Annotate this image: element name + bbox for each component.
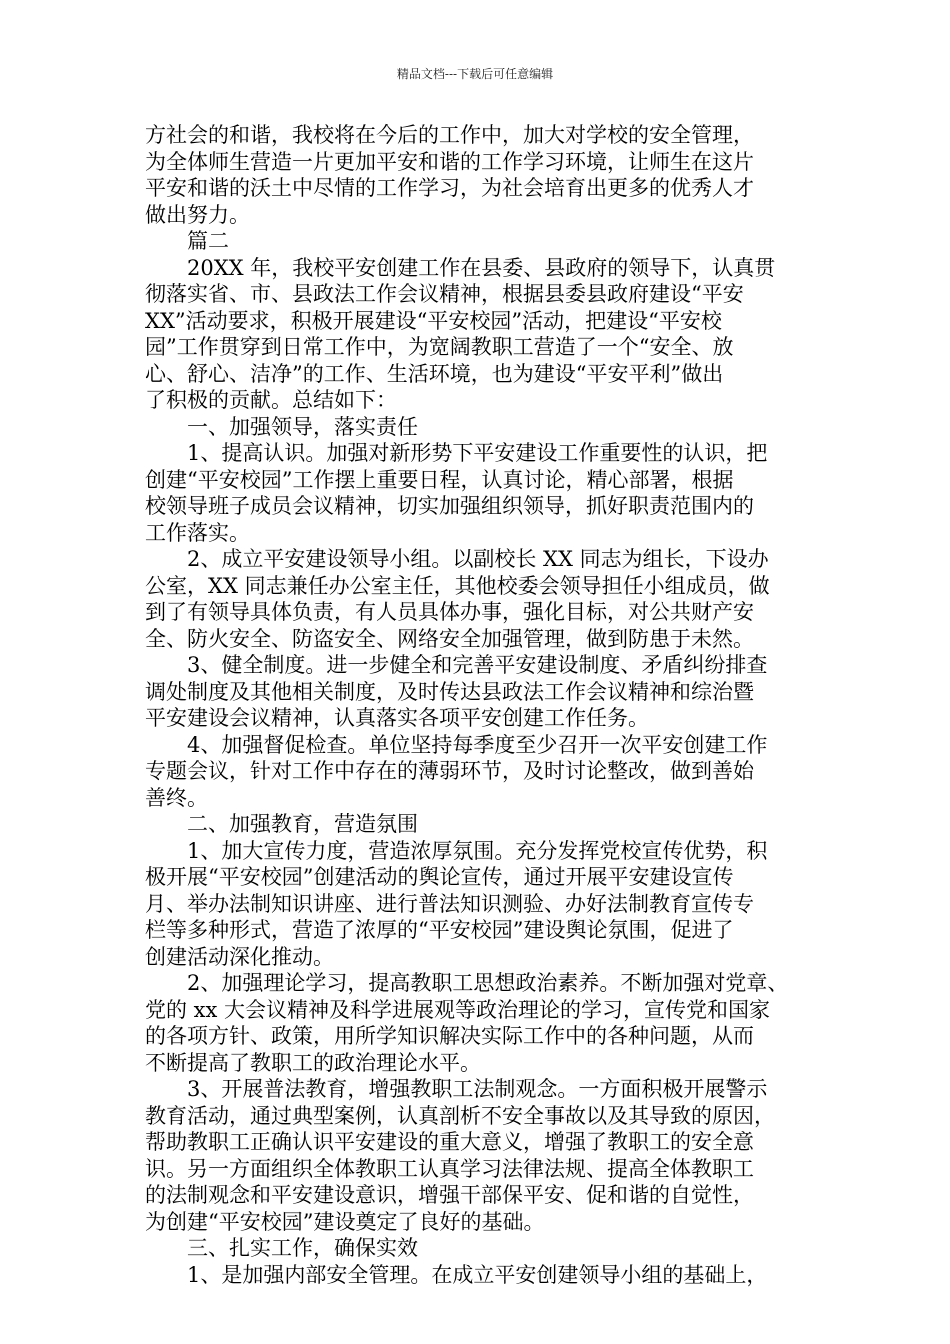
text-line: 为创建“平安校园”建设奠定了良好的基础。	[145, 1209, 545, 1234]
text-line: 1、加大宣传力度，营造浓厚氛围。充分发挥党校宣传优势，积	[187, 838, 768, 863]
text-line: 园”工作贯穿到日常工作中，为宽阔教职工营造了一个“安全、放	[145, 335, 734, 359]
text-line: 20XX 年，我校平安创建工作在县委、县政府的领导下，认真贯	[187, 255, 776, 280]
text-line: 平安和谐的沃土中尽情的工作学习，为社会培育出更多的优秀人才	[145, 176, 754, 200]
text-line: 党的 xx 大会议精神及科学进展观等政治理论的学习，宣传党和国家	[145, 997, 771, 1022]
text-line: 的各项方针、政策，用所学知识解决实际工作中的各种问题，从而	[145, 1024, 754, 1048]
text-line: 创建活动深化推动。	[145, 944, 334, 969]
text-line: 调处制度及其他相关制度，及时传达县政法工作会议精神和综治暨	[145, 679, 754, 704]
text-line: 1、是加强内部安全管理。在成立平安创建领导小组的基础上，	[187, 1262, 768, 1287]
document-body	[145, 122, 810, 1288]
text-line: 4、加强督促检查。单位坚持每季度至少召开一次平安创建工作	[187, 732, 768, 757]
text-line: 了积极的贡献。总结如下：	[145, 388, 397, 412]
text-line: 做出努力。	[145, 202, 250, 227]
text-line: 公室，XX 同志兼任办公室主任，其他校委会领导担任小组成员，做	[145, 573, 770, 598]
text-line: 月、举办法制知识讲座、进行普法知识测验、办好法制教育宣传专	[145, 891, 754, 916]
text-line: 为全体师生营造一片更加平安和谐的工作学习环境，让师生在这片	[145, 149, 754, 174]
text-line: 彻落实省、市、县政法工作会议精神，根据县委县政府建设“平安	[145, 282, 744, 306]
text-line: 帮助教职工正确认识平安建设的重大意义，增强了教职工的安全意	[145, 1130, 754, 1154]
text-line: 善终。	[145, 785, 208, 810]
text-line: 方社会的和谐，我校将在今后的工作中，加大对学校的安全管理，	[145, 123, 754, 147]
text-line: 篇二	[187, 229, 229, 253]
text-line: 不断提高了教职工的政治理论水平。	[145, 1050, 481, 1075]
page-header: 精品文档---下载后可任意编辑	[396, 67, 554, 81]
text-line: 创建“平安校园”工作摆上重要日程，认真讨论，精心部署，根据	[145, 467, 734, 492]
text-line: 教育活动，通过典型案例，认真剖析不安全事故以及其导致的原因，	[145, 1103, 775, 1128]
text-line: 识。另一方面组织全体教职工认真学习法律法规、提高全体教职工	[145, 1156, 754, 1181]
text-line: 1、提高认识。加强对新形势下平安建设工作重要性的认识，把	[187, 441, 768, 465]
text-line: 全、防火安全、防盗安全、网络安全加强管理，做到防患于未然。	[145, 626, 754, 651]
text-line: XX”活动要求，积极开展建设“平安校园”活动，把建设“平安校	[145, 308, 722, 333]
text-line: 校领导班子成员会议精神，切实加强组织领导，抓好职责范围内的	[145, 494, 754, 518]
text-line: 3、开展普法教育，增强教职工法制观念。一方面积极开展警示	[187, 1077, 768, 1101]
text-line: 二、加强教育，营造氛围	[187, 812, 418, 836]
text-line: 心、舒心、洁净”的工作、生活环境，也为建设“平安平利”做出	[145, 361, 724, 386]
text-line: 到了有领导具体负责，有人员具体办事，强化目标，对公共财产安	[145, 600, 754, 624]
text-line: 极开展“平安校园”创建活动的舆论宣传，通过开展平安建设宣传	[145, 865, 734, 889]
text-line: 一、加强领导，落实责任	[187, 414, 418, 439]
text-line: 三、扎实工作，确保实效	[187, 1236, 418, 1260]
text-line: 专题会议，针对工作中存在的薄弱环节，及时讨论整改，做到善始	[145, 759, 754, 783]
text-line: 栏等多种形式，营造了浓厚的“平安校园”建设舆论氛围，促进了	[145, 918, 734, 942]
text-line: 2、成立平安建设领导小组。以副校长 XX 同志为组长，下设办	[187, 547, 769, 571]
text-line: 工作落实。	[145, 520, 250, 545]
text-line: 3、健全制度。进一步健全和完善平安建设制度、矛盾纠纷排查	[187, 653, 768, 677]
text-line: 的法制观念和平安建设意识，增强干部保平安、促和谐的自觉性，	[145, 1183, 754, 1207]
text-line: 2、加强理论学习，提高教职工思想政治素养。不断加强对党章、	[187, 971, 789, 995]
text-line: 平安建设会议精神，认真落实各项平安创建工作任务。	[145, 706, 649, 730]
